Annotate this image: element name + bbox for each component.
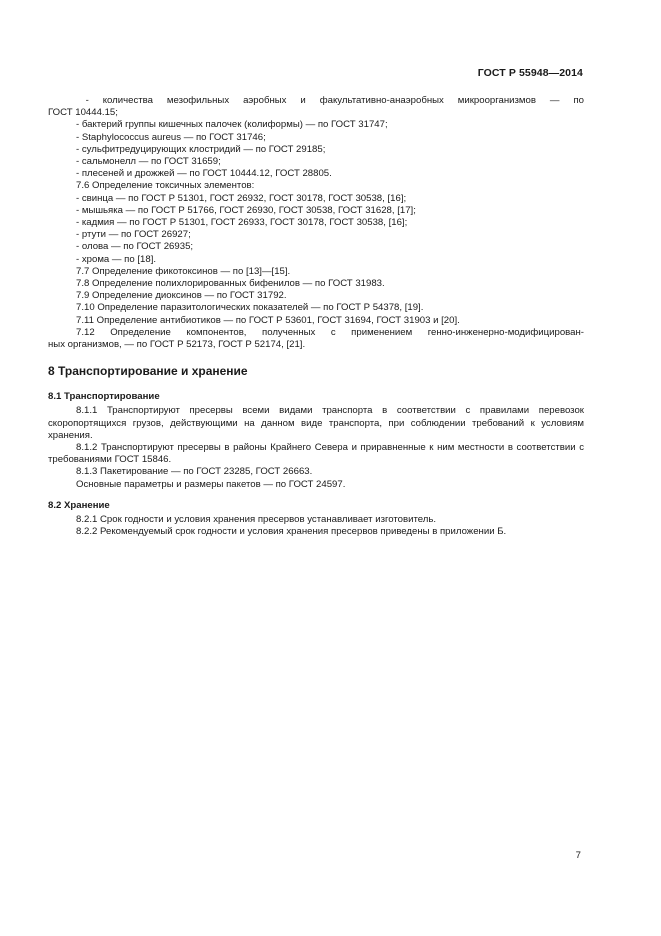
list-item: - Staphylococcus aureus — по ГОСТ 31746;	[76, 131, 266, 143]
list-item: - сальмонелл — по ГОСТ 31659;	[76, 156, 221, 168]
list-item: - свинца — по ГОСТ Р 51301, ГОСТ 26932, ГОСТ 30178, ГОСТ 30538, [16];	[76, 192, 407, 204]
list-item: - мышьяка — по ГОСТ Р 51766, ГОСТ 26930, ГОСТ 30538, ГОСТ 31628, [17];	[76, 204, 416, 216]
list-item: - кадмия — по ГОСТ Р 51301, ГОСТ 26933, ГОСТ 30178, ГОСТ 30538, [16];	[76, 217, 408, 229]
paragraph-8-1-1: 8.1.1 Транспортируют пресервы всеми видами транспорта в соответствии с правилами перевозок скоропортящихся грузов, действующими на данном виде транспорта, при соблюдении требований к условиям хранения.	[48, 405, 584, 441]
intro-line-1: - количества мезофильных аэробных и факультативно-анаэробных микроорганизмов — по	[85, 95, 584, 106]
section-8-title: 8 Транспортирование и хранение	[48, 364, 248, 379]
list-item: - бактерий группы кишечных палочек (колиформы) — по ГОСТ 31747;	[76, 119, 388, 131]
list-item: - сульфитредуцирующих клостридий — по ГОСТ 29185;	[76, 143, 326, 155]
paragraph-8-2-1: 8.2.1 Срок годности и условия хранения пресервов устанавливает изготовитель.	[76, 514, 437, 526]
list-item: - олова — по ГОСТ 26935;	[76, 241, 194, 253]
document-header-id: ГОСТ Р 55948—2014	[477, 67, 583, 79]
list-item: - ртути — по ГОСТ 26927;	[76, 229, 191, 241]
paragraph-7-6: 7.6 Определение токсичных элементов:	[76, 180, 255, 192]
paragraph-7-7: 7.7 Определение фикотоксинов — по [13]—[15].	[76, 265, 291, 277]
paragraph-8-1-3: 8.1.3 Пакетирование — по ГОСТ 23285, ГОСТ 26663.	[76, 466, 313, 478]
subsection-8-1-title: 8.1 Транспортирование	[48, 391, 160, 403]
paragraph-7-11: 7.11 Определение антибиотиков — по ГОСТ Р 53601, ГОСТ 31694, ГОСТ 31903 и [20].	[76, 314, 460, 326]
paragraph-7-12-line-2: ных организмов, — по ГОСТ Р 52173, ГОСТ Р 52174, [21].	[48, 339, 306, 351]
paragraph-7-9: 7.9 Определение диоксинов — по ГОСТ 31792.	[76, 290, 287, 302]
list-item: - хрома — по [18].	[76, 253, 157, 265]
intro-line-2: ГОСТ 10444.15;	[48, 107, 118, 119]
paragraph-8-1-2: 8.1.2 Транспортируют пресервы в районы Крайнего Севера и приравненные к ним местности в соответствии с требованиями ГОСТ 15846.	[48, 442, 584, 466]
paragraph-8-1-3-extra: Основные параметры и размеры пакетов — по ГОСТ 24597.	[76, 478, 346, 490]
paragraph-7-12-line-1: 7.12 Определение компонентов, полученных с применением генно-инженерно-модифицирован-	[76, 326, 584, 338]
paragraph-8-2-2: 8.2.2 Рекомендуемый срок годности и условия хранения пресервов приведены в приложении Б.	[76, 526, 507, 538]
page-number: 7	[575, 850, 581, 861]
document-body	[48, 95, 584, 539]
paragraph-7-10: 7.10 Определение паразитологических показателей — по ГОСТ Р 54378, [19].	[76, 302, 424, 314]
subsection-8-2-title: 8.2 Хранение	[48, 499, 110, 511]
paragraph-7-8: 7.8 Определение полихлорированных бифенилов — по ГОСТ 31983.	[76, 278, 385, 290]
list-item: - плесеней и дрожжей — по ГОСТ 10444.12, ГОСТ 28805.	[76, 168, 332, 180]
